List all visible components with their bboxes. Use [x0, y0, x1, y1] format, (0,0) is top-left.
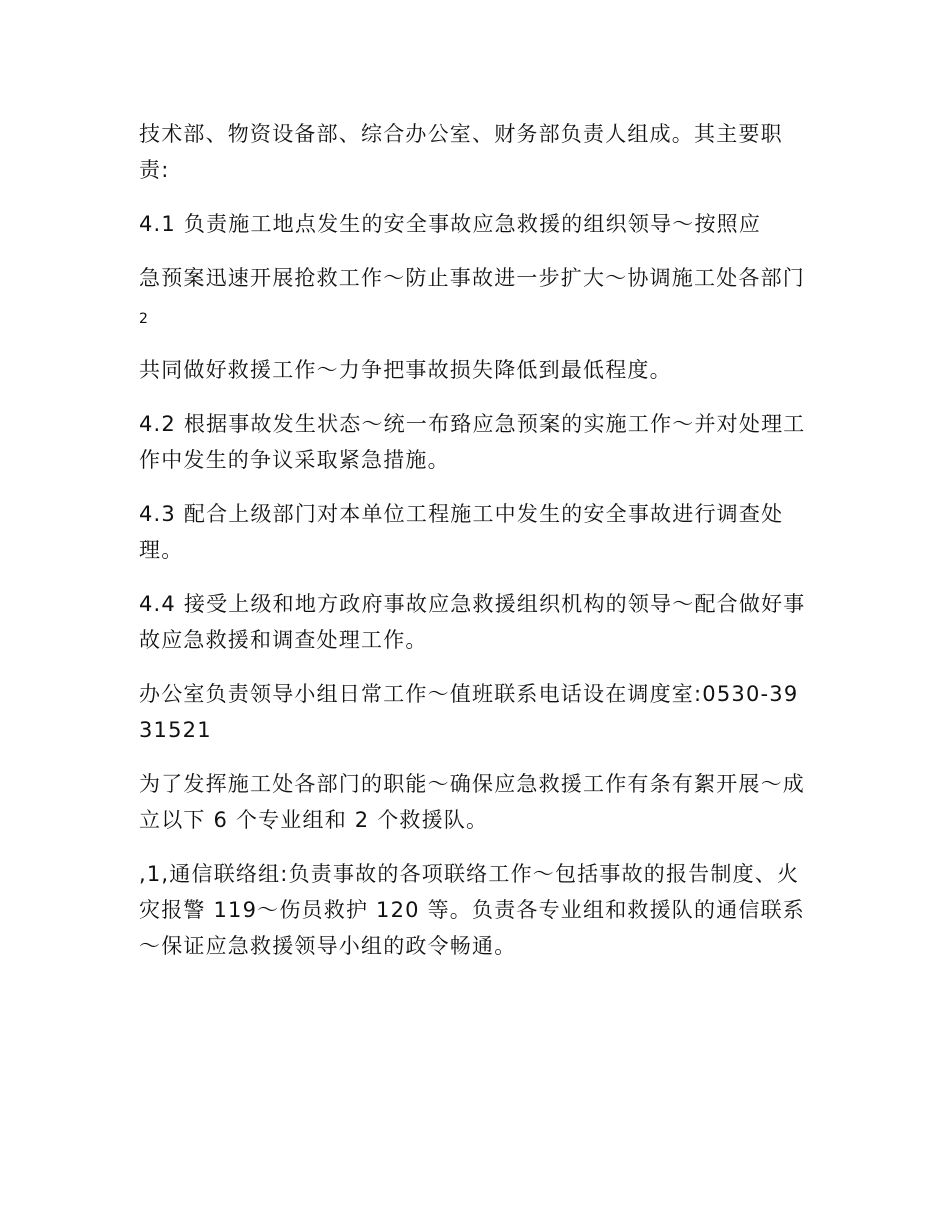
paragraph-special-groups: 为了发挥施工处各部门的职能～确保应急救援工作有条有絮开展～成立以下 6 个专业组和 2 个救援队。: [139, 772, 805, 832]
paragraph-4-3: 4.3 配合上级部门对本单位工程施工中发生的安全事故进行调查处理。: [139, 502, 784, 562]
paragraph-4-1: 4.1 负责施工地点发生的安全事故应急救援的组织领导～按照应: [139, 212, 762, 236]
paragraph-4-4: 4.4 接受上级和地方政府事故应急救援组织机构的领导～配合做好事故应急救援和调查处理工作。: [139, 592, 806, 652]
paragraph-office-phone: 办公室负责领导小组日常工作～值班联系电话设在调度室:0530-3931521: [139, 682, 799, 742]
paragraph-responsibilities-intro: 技术部、物资设备部、综合办公室、财务部负责人组成。其主要职责:: [139, 122, 783, 182]
paragraph-4-1-continued: 急预案迅速开展抢救工作～防止事故进一步扩大～协调施工处各部门: [139, 266, 805, 290]
paragraph-4-2: 4.2 根据事故发生状态～统一布臵应急预案的实施工作～并对处理工作中发生的争议采取紧急措施。: [139, 412, 806, 472]
page-number: 2: [139, 311, 148, 327]
document-body: [139, 116, 811, 982]
paragraph-communication-group: ,1,通信联络组:负责事故的各项联络工作～包括事故的报告制度、火灾报警 119～伤员救护 120 等。负责各专业组和救援队的通信联系～保证应急救援领导小组的政令畅通。: [139, 862, 805, 958]
paragraph-4-1-end: 共同做好救援工作～力争把事故损失降低到最低程度。: [139, 358, 672, 382]
